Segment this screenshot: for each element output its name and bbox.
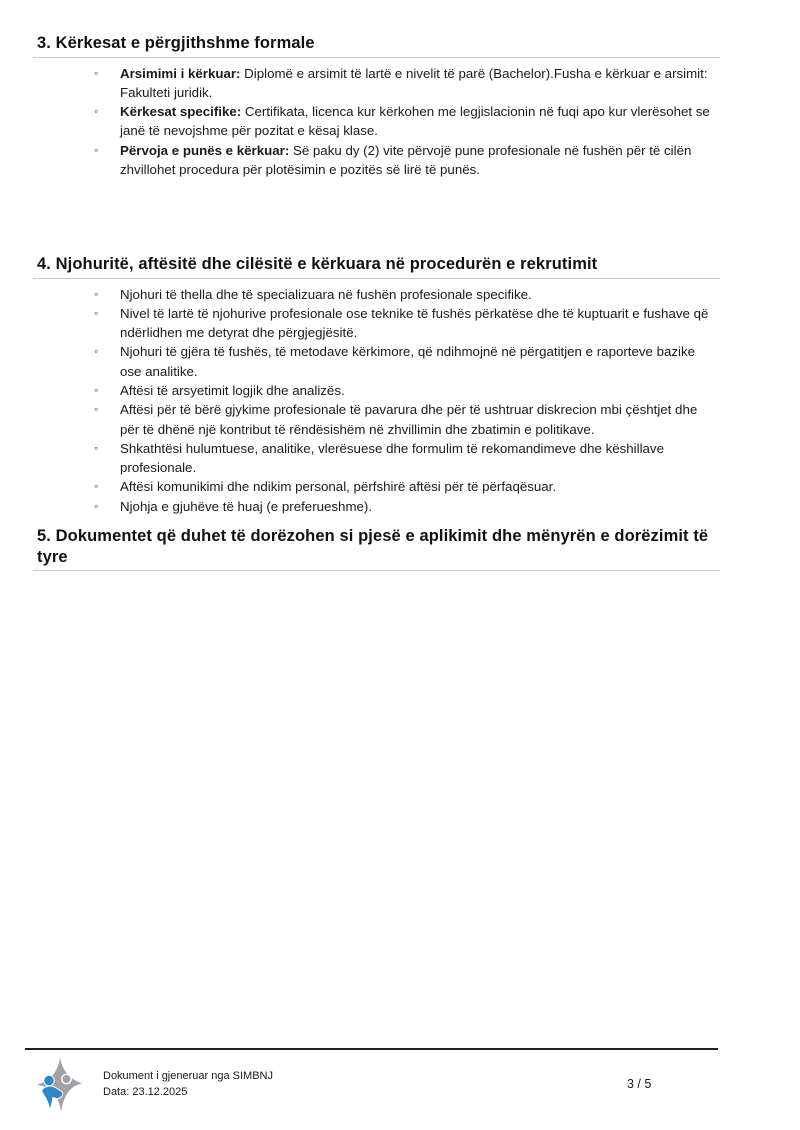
list-item xyxy=(33,342,720,381)
section-knowledge-skills xyxy=(33,254,720,516)
item-text: Së paku dy (2) vite përvojë pune profesionale në fushën për të cilën zhvillohet procedura për plotësimin e pozitës së lirë të punës. xyxy=(120,142,692,177)
item-text: Shkathtësi hulumtuese, analitike, vlerësuese dhe formulim të rekomandimeve dhe këshillave profesionale. xyxy=(120,440,664,476)
list-item xyxy=(33,285,720,304)
section-5-heading: 5. Dokumentet që duhet të dorëzohen si pjesë e aplikimit dhe mënyrën e dorëzimit të tyre xyxy=(37,527,709,566)
section-documents-to-submit xyxy=(33,526,720,571)
list-item xyxy=(33,381,720,400)
list-item xyxy=(33,102,720,141)
list-item xyxy=(33,64,720,103)
logo-star-shape xyxy=(37,1058,82,1112)
item-text: Nivel të lartë të njohurive profesionale ose teknike të fushës përkatëse dhe të kuptuarit e fushave që ndërlidhen me detyrat dhe përgjegjësitë. xyxy=(120,305,709,341)
footer-text-block xyxy=(103,1068,273,1100)
item-label: Kërkesat specifike: xyxy=(120,104,242,120)
list-item xyxy=(33,477,720,496)
section-3-bullet-list xyxy=(33,64,720,180)
list-item xyxy=(33,497,720,516)
item-text: Diplomë e arsimit të lartë e nivelit të parë (Bachelor).Fusha e kërkuar e arsimit: Fakulteti juridik. xyxy=(120,65,708,100)
simbnj-logo-icon xyxy=(36,1056,84,1113)
footer-divider xyxy=(25,1048,718,1050)
list-item xyxy=(33,304,720,343)
section-4-bullet-list xyxy=(33,285,720,517)
item-text: Aftësi të arsyetimit logjik dhe analizës. xyxy=(120,382,345,398)
footer-generated-line: Dokument i gjeneruar nga SIMBNJ xyxy=(103,1070,273,1082)
section-3-heading: 3. Kërkesat e përgjithshme formale xyxy=(37,34,315,52)
section-4-heading: 4. Njohuritë, aftësitë dhe cilësitë e kërkuara në procedurën e rekrutimit xyxy=(37,255,598,273)
page-number: 3 / 5 xyxy=(627,1077,652,1091)
item-label: Arsimimi i kërkuar: xyxy=(120,65,241,81)
logo-gray-head xyxy=(62,1074,71,1083)
section-3-rule xyxy=(33,57,720,58)
list-item xyxy=(33,400,720,439)
logo-blue-figure xyxy=(42,1086,63,1110)
section-formal-requirements xyxy=(33,33,720,179)
item-label: Përvoja e punës e kërkuar: xyxy=(120,142,290,158)
section-4-rule xyxy=(33,278,720,279)
section-5-rule xyxy=(33,570,720,571)
item-text: Njohuri të thella dhe të specializuara në fushën profesionale specifike. xyxy=(120,286,532,302)
item-text: Njohuri të gjëra të fushës, të metodave kërkimore, që ndihmojnë në përgatitjen e raporteve bazike ose analitike. xyxy=(120,344,696,379)
item-text: Njohja e gjuhëve të huaj (e preferueshme). xyxy=(120,498,373,514)
list-item xyxy=(33,439,720,478)
list-item xyxy=(33,141,720,180)
footer-date-line: Data: 23.12.2025 xyxy=(103,1086,188,1098)
item-text: Aftësi komunikimi dhe ndikim personal, përfshirë aftësi për të përfaqësuar. xyxy=(120,479,557,495)
item-text: Aftësi për të bërë gjykime profesionale të pavarura dhe për të ushtruar diskrecion mbi çështjet dhe për të dhënë një kontribut të rëndësishëm në zhvillimin dhe zbatimin e politikave. xyxy=(120,402,698,437)
item-text: Certifikata, licenca kur kërkohen me legjislacionin në fuqi apo kur vlerësohet se janë të nevojshme për pozitat e kësaj klase. xyxy=(120,104,710,139)
logo-blue-head xyxy=(44,1075,54,1085)
